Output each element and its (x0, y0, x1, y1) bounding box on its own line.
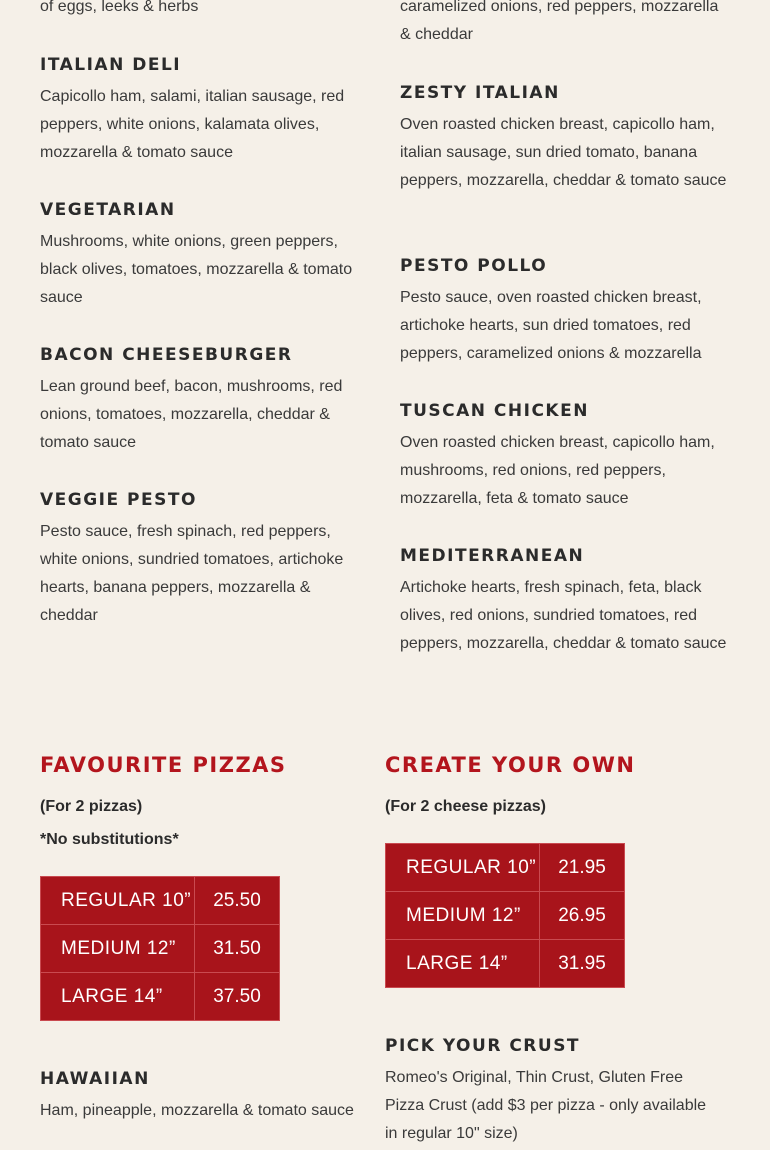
price-value: 21.95 (540, 844, 625, 892)
price-value: 25.50 (195, 877, 280, 925)
item-description: Lean ground beef, bacon, mushrooms, red onions, tomatoes, mozzarella, cheddar & tomato sauce (40, 378, 343, 451)
item-description: Ham, pineapple, mozzarella & tomato sauce (40, 1102, 354, 1119)
create-note: (For 2 cheese pizzas) (385, 798, 546, 815)
menu-item-pesto-pollo (400, 256, 730, 368)
menu-item-veggie-pesto (40, 490, 365, 630)
item-name: VEGGIE PESTO (40, 490, 197, 510)
item-description: Mushrooms, white onions, green peppers, black olives, tomatoes, mozzarella & tomato sauce (40, 233, 353, 306)
price-row (386, 940, 625, 988)
menu-item-zesty-italian (400, 83, 730, 195)
partial-description: caramelized onions, red peppers, mozzarella & cheddar (400, 0, 719, 43)
price-row (41, 877, 280, 925)
pick-your-crust (385, 1036, 715, 1148)
item-name: BACON CHEESEBURGER (40, 345, 293, 365)
size-label: MEDIUM 12” (41, 925, 195, 973)
price-value: 31.95 (540, 940, 625, 988)
size-label: MEDIUM 12” (386, 892, 540, 940)
item-description: Artichoke hearts, fresh spinach, feta, black olives, red onions, sundried tomatoes, red peppers, mozzarella, cheddar & tomato sauce (400, 579, 727, 652)
price-row (386, 844, 625, 892)
price-row (386, 892, 625, 940)
item-name: HAWAIIAN (40, 1069, 150, 1089)
create-your-own-heading: CREATE YOUR OWN (385, 753, 636, 777)
item-name: ITALIAN DELI (40, 55, 182, 75)
menu-item-bacon-cheeseburger (40, 345, 365, 457)
price-value: 37.50 (195, 973, 280, 1021)
price-value: 26.95 (540, 892, 625, 940)
item-name: PESTO POLLO (400, 256, 548, 276)
menu-item-italian-deli (40, 55, 365, 167)
menu-item-tuscan-chicken (400, 401, 730, 513)
size-label: LARGE 14” (41, 973, 195, 1021)
crust-heading: PICK YOUR CRUST (385, 1036, 581, 1056)
item-name: TUSCAN CHICKEN (400, 401, 589, 421)
item-description: Capicollo ham, salami, italian sausage, red peppers, white onions, kalamata olives, mozzarella & tomato sauce (40, 88, 345, 161)
size-label: LARGE 14” (386, 940, 540, 988)
menu-item-mediterranean (400, 546, 730, 658)
no-substitutions-note: *No substitutions* (40, 831, 179, 848)
item-description: Oven roasted chicken breast, capicollo ham, italian sausage, sun dried tomato, banana peppers, mozzarella, cheddar & tomato sauce (400, 116, 727, 189)
crust-description: Romeo's Original, Thin Crust, Gluten Free Pizza Crust (add $3 per pizza - only available in regular 10" size) (385, 1069, 707, 1142)
item-description: Pesto sauce, oven roasted chicken breast, artichoke hearts, sun dried tomatoes, red peppers, caramelized onions & mozzarella (400, 289, 702, 362)
item-name: MEDITERRANEAN (400, 546, 585, 566)
favourite-pizzas-heading: FAVOURITE PIZZAS (40, 753, 287, 777)
price-value: 31.50 (195, 925, 280, 973)
item-description: Pesto sauce, fresh spinach, red peppers, white onions, sundried tomatoes, artichoke hearts, banana peppers, mozzarella & cheddar (40, 523, 344, 624)
menu-item-hawaiian (40, 1069, 370, 1125)
item-description: Oven roasted chicken breast, capicollo ham, mushrooms, red onions, red peppers, mozzarella, feta & tomato sauce (400, 434, 715, 507)
item-name: VEGETARIAN (40, 200, 176, 220)
size-label: REGULAR 10” (41, 877, 195, 925)
menu-item-vegetarian (40, 200, 365, 312)
price-row (41, 973, 280, 1021)
favourite-price-table (40, 876, 280, 1021)
partial-description: of eggs, leeks & herbs (40, 0, 199, 15)
favourite-note: (For 2 pizzas) (40, 798, 143, 815)
item-name: ZESTY ITALIAN (400, 83, 560, 103)
size-label: REGULAR 10” (386, 844, 540, 892)
price-row (41, 925, 280, 973)
create-price-table (385, 843, 625, 988)
